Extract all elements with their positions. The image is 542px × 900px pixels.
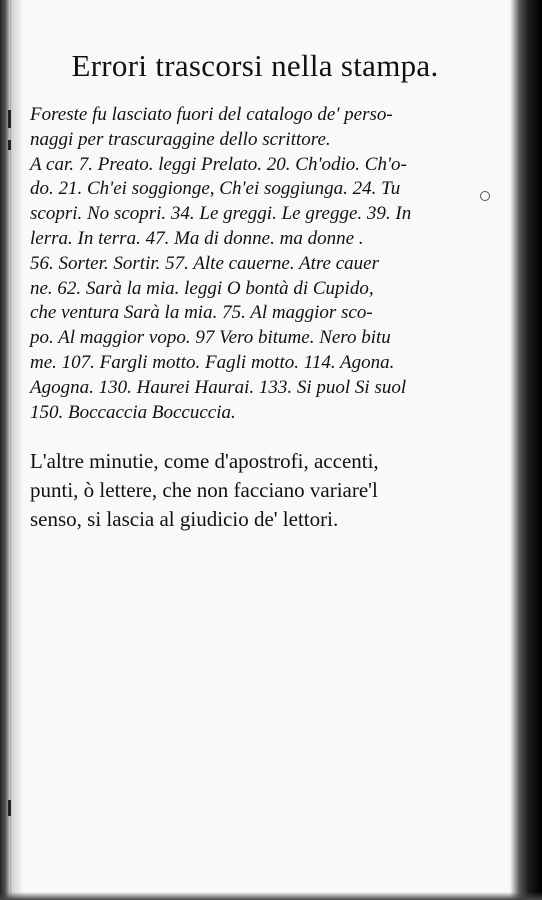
errata-line: po. Al maggior vopo. 97 Vero bitume. Nero bitu (30, 327, 391, 349)
errata-line: do. 21. Ch'ei soggionge, Ch'ei soggiunga. 24. Tu (30, 178, 401, 200)
note-line: L'altre minutie, come d'apostrofi, accenti, (30, 449, 379, 473)
errata-line: 56. Sorter. Sortir. 57. Alte cauerne. Atre cauer (30, 252, 380, 274)
margin-tick (8, 110, 11, 128)
errata-line: lerra. In terra. 47. Ma di donne. ma donne . (30, 227, 364, 249)
page-right-edge (510, 0, 542, 900)
errata-line: Foreste fu lasciato fuori del catalogo de' perso- (30, 104, 393, 125)
errata-line: scopri. No scopri. 34. Le greggi. Le gregge. 39. In (30, 203, 412, 225)
margin-tick (8, 140, 11, 150)
closing-note (30, 447, 480, 534)
page-bottom-edge (0, 892, 542, 900)
errata-line: che ventura Sarà la mia. 75. Al maggior sco- (30, 302, 373, 324)
errata-line: naggi per trascuraggine dello scrittore. (30, 128, 331, 150)
note-line: senso, si lascia al giudicio de' lettori. (30, 507, 339, 531)
errata-line: A car. 7. Preato. leggi Prelato. 20. Ch'odio. Ch'o- (30, 153, 407, 175)
margin-tick (8, 800, 11, 816)
note-line: punti, ò lettere, che non facciano variare'l (30, 478, 378, 502)
margin-ring-mark (480, 191, 490, 201)
page-title: Errori trascorsi nella stampa. (71, 48, 439, 83)
page-left-shadow (10, 0, 24, 900)
errata-list (30, 103, 470, 425)
errata-line: ne. 62. Sarà la mia. leggi O bontà di Cupido, (30, 277, 374, 299)
errata-line: 150. Boccaccia Boccuccia. (30, 401, 236, 423)
errata-line: me. 107. Fargli motto. Fagli motto. 114. Agona. (30, 351, 395, 373)
errata-line: Agogna. 130. Haurei Haurai. 133. Si puol Si suol (30, 376, 407, 398)
